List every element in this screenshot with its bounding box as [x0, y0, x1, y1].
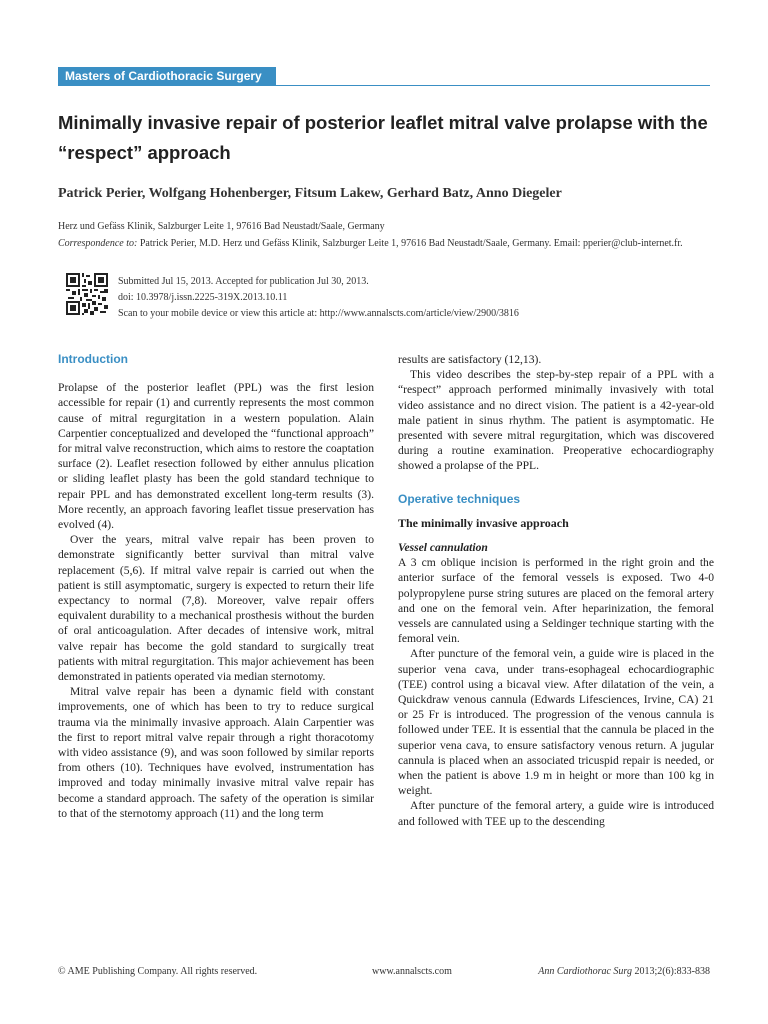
- paragraph: Over the years, mitral valve repair has been proven to demonstrate significantly better survival than mitral valve replacement (5,6). If mitral valve repair is carried out when the patient is still asymptomatic, surgery is expected to return their life expectancy to normal (7,8). Moreover, valve repair offers equivalent durability to a mechanical prosthesis without the burden of oral anticoagulation. After decades of intensive work, mitral valve repair has become the gold standard to surgically treat patients with mitral regurgitation. This major achievement has been demonstrated in patients operated via median sternotomy.: [58, 533, 374, 684]
- doi[interactable]: doi: 10.3978/j.issn.2225-319X.2013.10.11: [118, 292, 288, 303]
- paragraph: This video describes the step-by-step repair of a PPL with a “respect” approach performed minimally invasively with total video assistance and no direct vision. The patient is a 42-year-old male patient in sinus rhythm. The patient is asymptomatic. He presented with severe mitral regurgitation, which was discovered during a routine examination. Preoperative echocardiography showed a prolapse of the PPL.: [398, 368, 714, 473]
- article-title: Minimally invasive repair of posterior leaflet mitral valve prolapse with the “respect” approach: [58, 112, 708, 163]
- banner-rule: [58, 85, 710, 86]
- paragraph: A 3 cm oblique incision is performed in the right groin and the anterior surface of the femoral vessels is exposed. Two 4-0 polypropylene purse string sutures are placed on the femoral artery and one on the femoral vein. After heparinization, the femoral vessels are cannulated using a Seldinger technique starting with the femoral vein.: [398, 556, 714, 646]
- journal-name: Ann Cardiothorac Surg: [538, 966, 632, 977]
- correspondence: [58, 238, 718, 249]
- subsection-heading: The minimally invasive approach: [398, 515, 569, 530]
- author-list: Patrick Perier, Wolfgang Hohenberger, Fitsum Lakew, Gerhard Batz, Anno Diegeler: [58, 186, 562, 201]
- affiliation: Herz und Gefäss Klinik, Salzburger Leite 1, 97616 Bad Neustadt/Saale, Germany: [58, 221, 385, 232]
- left-column: [58, 352, 374, 821]
- correspondence-label: Correspondence to:: [58, 238, 138, 249]
- paragraph: Prolapse of the posterior leaflet (PPL) was the first lesion accessible for repair (1) and currently represents the most common cause of mitral regurgitation in a western population. Alain Carpentier conceptualized and developed the “functional approach” for mitral valve reconstruction, which aims to restore the coaptation surface (2). Leaflet resection followed by either annulus plication or sliding leaflet plasty has been the gold standard technique to repair PPL and has demonstrated excellent long-term results (3). More recently, an approach favoring leaflet tissue preservation has evolved (4).: [58, 381, 374, 532]
- correspondence-text: Patrick Perier, M.D. Herz und Gefäss Klinik, Salzburger Leite 1, 97616 Bad Neustadt/Saale, Germany. Email: pperier@club-internet.fr.: [137, 238, 683, 249]
- section-banner: Masters of Cardiothoracic Surgery: [58, 67, 276, 85]
- article-link[interactable]: Scan to your mobile device or view this article at: http://www.annalscts.com/article/view/2900/3816: [118, 308, 519, 319]
- right-column: [398, 352, 714, 829]
- section-heading-operative-techniques: Operative techniques: [398, 491, 521, 506]
- paragraph: After puncture of the femoral artery, a guide wire is introduced and followed with TEE up to the descending: [398, 799, 714, 828]
- paragraph: results are satisfactory (12,13).: [398, 353, 542, 366]
- subsubsection-heading: Vessel cannulation: [398, 541, 488, 555]
- footer-citation: [538, 966, 710, 977]
- paragraph: After puncture of the femoral vein, a guide wire is placed in the superior vena cava, under trans-esophageal echocardiographic (TEE) control using a bicaval view. After dilatation of the vein, a Quickdraw venous cannula (Edwards Lifesciences, Irvine, CA) 21 or 25 Fr is introduced. The progression of the venous cannula is followed under TEE. It is essential that the cannula be placed in the superior vena cava, to ensure satisfactory venous return. A jugular cannula is placed when an associated tricuspid repair is needed, or when the patient is above 1.9 m in height or more than 100 kg in weight.: [398, 647, 714, 798]
- submission-info: [118, 274, 519, 322]
- footer-website[interactable]: www.annalscts.com: [372, 966, 452, 977]
- submission-dates: Submitted Jul 15, 2013. Accepted for publication Jul 30, 2013.: [118, 276, 369, 287]
- footer-copyright: © AME Publishing Company. All rights reserved.: [58, 966, 258, 977]
- qr-code-icon[interactable]: [66, 273, 108, 315]
- section-heading-introduction: Introduction: [58, 352, 128, 366]
- paragraph: Mitral valve repair has been a dynamic field with constant improvements, one of which has been to try to reduce surgical trauma via the minimally invasive approach. Alain Carpentier was the first to report mitral valve repair through a right thoracotomy with video assistance (9), and was soon followed by similar reports from others (10). Techniques have evolved, instrumentation has improved and today minimally invasive mitral valve repair has become a standard approach. The safety of the operation is similar to that of the sternotomy approach (11) and the long term: [58, 685, 374, 820]
- citation-detail: 2013;2(6):833-838: [631, 966, 710, 977]
